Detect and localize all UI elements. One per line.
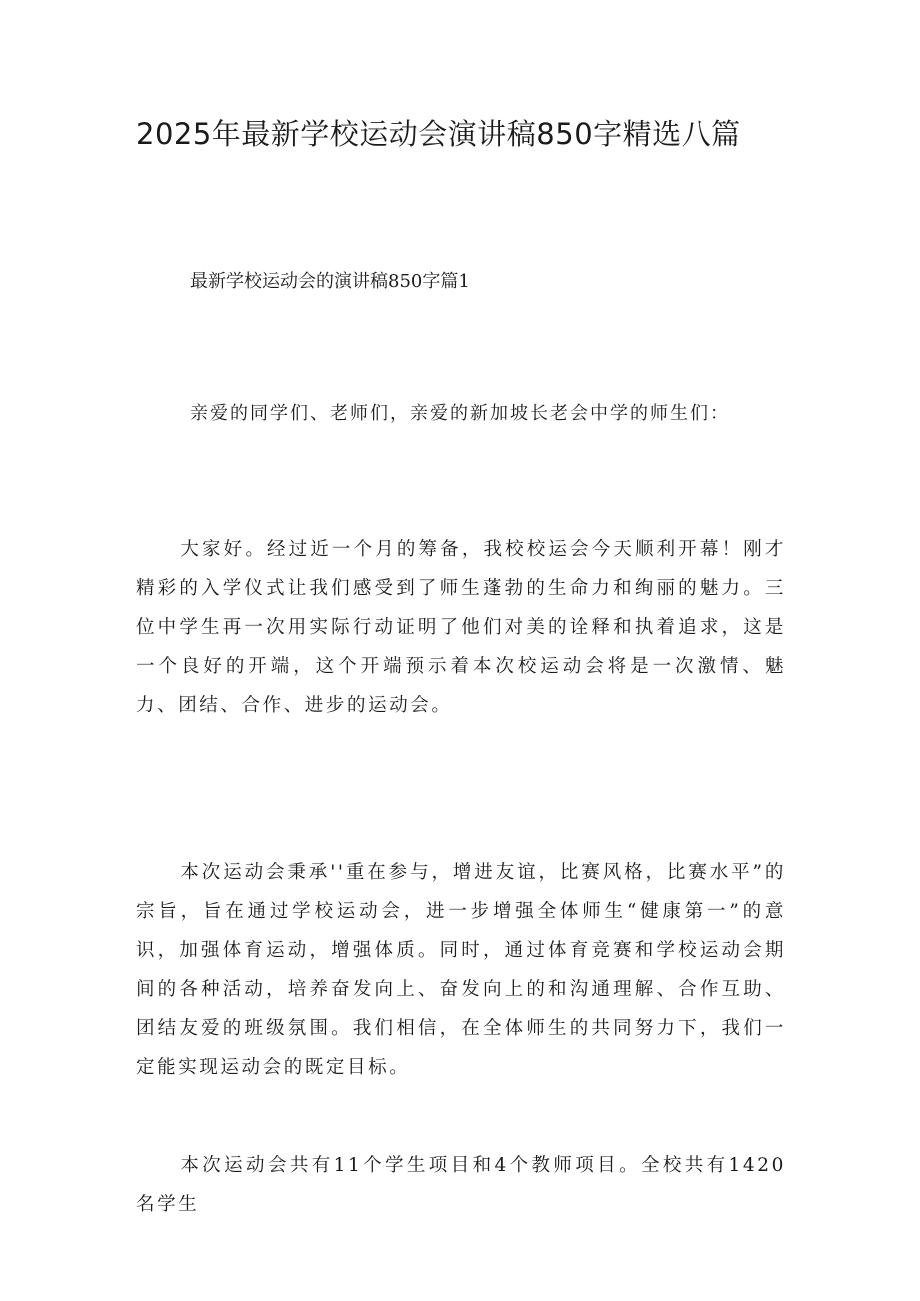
paragraph: 本次运动会秉承''重在参与，增进友谊，比赛风格，比赛水平”的宗旨，旨在通过学校运动会，进一步增强全体师生“健康第一”的意识，加强体育运动，增强体质。同时，通过体育竞赛和学校运动会期间的各种活动，培养奋发向上、奋发向上的和沟通理解、合作互助、团结友爱的班级氛围。我们相信，在全体师生的共同努力下，我们一定能实现运动会的既定目标。 [136, 862, 786, 1078]
paragraph: 大家好。经过近一个月的筹备，我校校运会今天顺利开幕！刚才精彩的入学仪式让我们感受到了师生蓬勃的生命力和绚丽的魅力。三位中学生再一次用实际行动证明了他们对美的诠释和执着追求，这是一个良好的开端，这个开端预示着本次校运动会将是一次激情、魅力、团结、合作、进步的运动会。 [136, 539, 786, 716]
salutation-line: 亲爱的同学们、老师们，亲爱的新加坡长老会中学的师生们： [190, 403, 730, 424]
document-title: 2025年最新学校运动会演讲稿850字精选八篇 [136, 117, 741, 151]
section-heading: 最新学校运动会的演讲稿850字篇1 [190, 271, 470, 292]
paragraph: 本次运动会共有11个学生项目和4个教师项目。全校共有1420名学生 [136, 1155, 786, 1215]
